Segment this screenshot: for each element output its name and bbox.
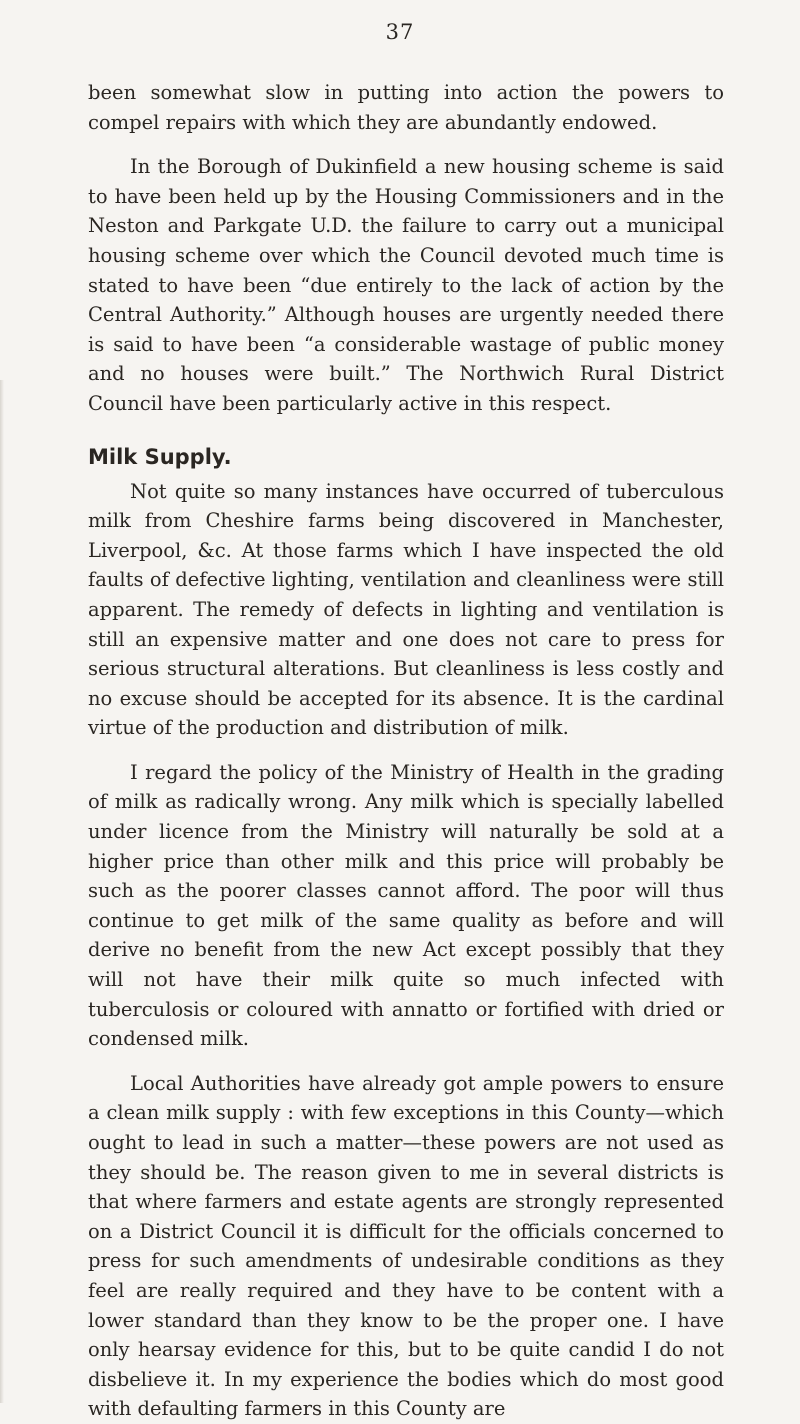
page-edge-shadow: [0, 380, 4, 1403]
paragraph-tuberculous-milk: Not quite so many instances have occurred of tuberculous milk from Cheshire farms being discovered in Manchester, Liverpool, &c. At those farms which I have inspected the old faults of defective lighting, ventilation and cleanliness were still apparent. The remedy of defects in lighting and ventilation is still an expensive matter and one does not care to press for serious structural alterations. But cleanliness is less costly and no excuse should be accepted for its absence. It is the cardinal virtue of the production and distribution of milk.: [88, 479, 724, 740]
paragraph-grading-policy: I regard the policy of the Ministry of Health in the grading of milk as radically wrong. Any milk which is specially labelled under licence from the Ministry will naturally be sold at a higher price than other milk and this price will probably be such as the poorer classes cannot afford. The poor will thus continue to get milk of the same quality as before and will derive no benefit from the new Act except possibly that they will not have their milk quite so much infected with tuberculosis or coloured with annatto or fortified with dried or condensed milk.: [88, 760, 724, 1051]
paragraph-continued: been somewhat slow in putting into action the powers to compel repairs with which they are abundantly endowed.: [88, 81, 724, 134]
paragraph-local-authorities: Local Authorities have already got ample powers to ensure a clean milk supply : with few exceptions in this County—which ought to lead in such a matter—these powers are not used as they should be. The reason given to me in several districts is that where farmers and estate agents are strongly represented on a District Council it is difficult for the officials concerned to press for such amendments of undesirable conditions as they feel are really required and they have to be content with a lower standard than they know to be the proper one. I have only hearsay evidence for this, but to be quite candid I do not disbelieve it. In my experience the bodies which do most good with defaulting farmers in this County are: [88, 1071, 724, 1421]
page-number: 37: [385, 20, 415, 44]
paragraph-housing: In the Borough of Dukinfield a new housing scheme is said to have been held up by the Housing Commissioners and in the Neston and Parkgate U.D. the failure to carry out a municipal housing scheme over which the Council devoted much time is stated to have been “due entirely to the lack of action by the Central Authority.” Although houses are urgently needed there is said to have been “a considerable wastage of public money and no houses were built.” The Northwich Rural District Council have been particularly active in this respect.: [88, 155, 724, 415]
section-heading-milk-supply: Milk Supply.: [88, 444, 232, 469]
page-body: [88, 78, 724, 1424]
